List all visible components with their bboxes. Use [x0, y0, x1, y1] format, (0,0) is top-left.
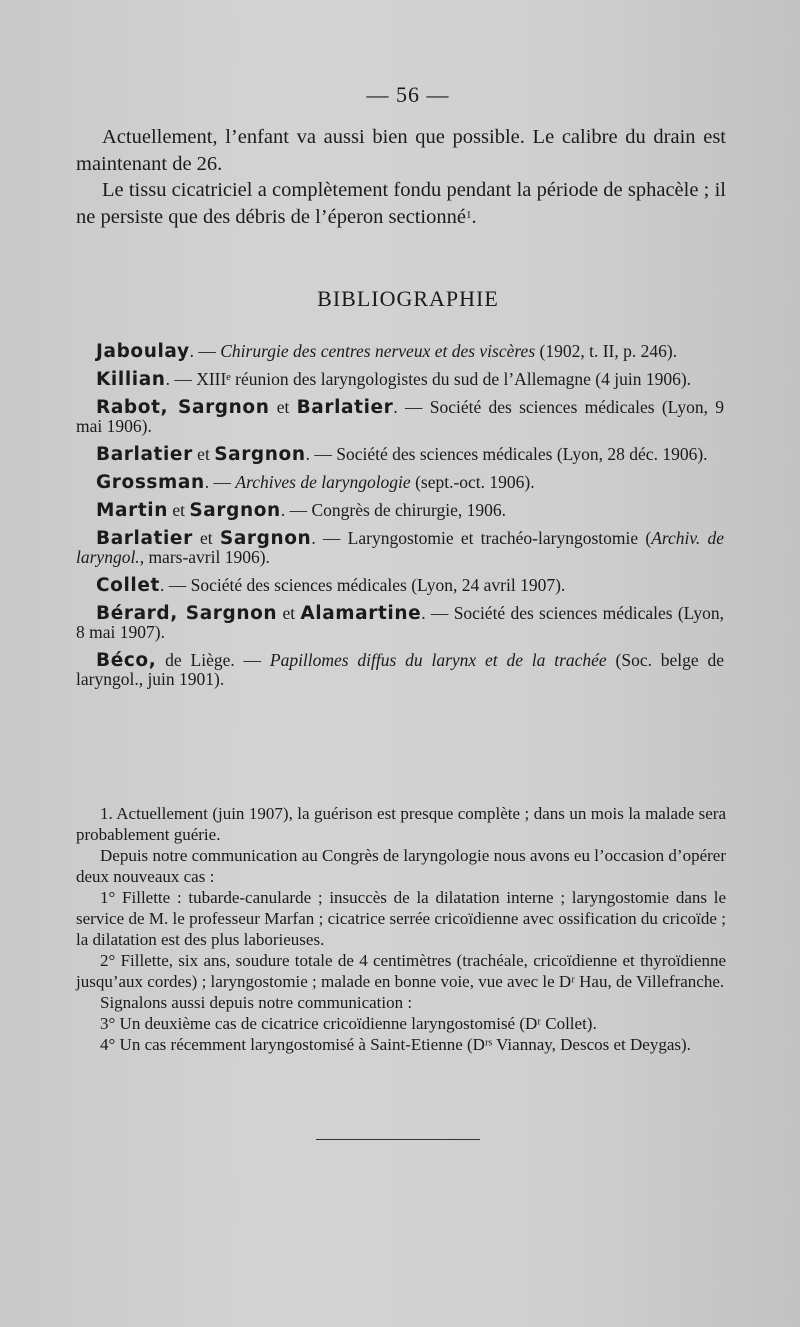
entry-dash: . —: [421, 603, 454, 623]
bibliography-entry: [76, 342, 724, 361]
bibliography-entry: [76, 445, 724, 464]
entry-details: XIIIᵉ réunion des laryngologistes du sud de l’Allemagne (4 juin 1906).: [196, 369, 692, 389]
entry-dash: . —: [393, 397, 430, 417]
entry-author: Martin: [96, 500, 168, 521]
entry-details: (sept.-oct. 1906).: [410, 472, 535, 492]
entry-details: Société des sciences médicales (Lyon, 24 avril 1907).: [190, 575, 566, 595]
entry-work: Chirurgie des centres nerveux et des viscères: [220, 341, 536, 361]
end-rule: [316, 1139, 480, 1140]
entry-dash: . —: [311, 528, 348, 548]
entry-work: Archives de laryngologie: [235, 472, 411, 492]
entry-author: Béco,: [96, 650, 157, 671]
paragraph: [76, 177, 726, 230]
page-number: — 56 —: [366, 82, 450, 107]
entry-dash: . —: [189, 341, 221, 361]
entry-author: Grossman: [96, 472, 205, 493]
entry-conjunction: et: [167, 500, 190, 520]
entry-author: Collet: [96, 575, 160, 596]
entry-author: Killian: [96, 369, 166, 390]
bibliography-entry: [76, 398, 724, 436]
footnote-paragraph: Signalons aussi depuis notre communication :: [100, 993, 413, 1012]
entry-author: Rabot, Sargnon: [96, 397, 270, 418]
entry-dash: . —: [165, 369, 197, 389]
bibliography-entry: [76, 529, 724, 567]
entry-author: Alamartine: [300, 603, 422, 624]
footnote-marker: 1: [465, 208, 472, 221]
footnote-paragraph: 1. Actuellement (juin 1907), la guérison est presque complète ; dans un mois la malade sera probablement guérie.: [76, 804, 726, 844]
entry-author: Barlatier: [96, 528, 193, 549]
entry-author: Sargnon: [189, 500, 281, 521]
bibliography-entry: [76, 576, 724, 595]
paragraph-end: .: [471, 205, 477, 228]
body-text: [76, 124, 726, 230]
entry-conjunction: et: [269, 397, 297, 417]
entry-author: Bérard, Sargnon: [96, 603, 278, 624]
entry-conjunction: et: [192, 444, 215, 464]
bibliography-entry: [76, 473, 724, 492]
entry-dash: . —: [280, 500, 312, 520]
footnote-paragraph: 3° Un deuxième cas de cicatrice cricoïdienne laryngostomisé (Dʳ Collet).: [100, 1014, 597, 1033]
bibliography-entry: [76, 604, 724, 642]
entry-author: Sargnon: [219, 528, 312, 549]
entry-dash: . —: [204, 472, 236, 492]
footnote-paragraph: Depuis notre communication au Congrès de laryngologie nous avons eu l’occasion d’opérer deux nouveaux cas :: [76, 846, 726, 886]
paragraph-text: Le tissu cicatriciel a complètement fondu pendant la période de sphacèle ; il ne persiste que des débris de l’éperon sectionné: [76, 179, 726, 228]
entry-author: Jaboulay: [96, 341, 190, 362]
bibliography-entry: [76, 651, 724, 689]
entry-details: Société des sciences médicales (Lyon, 8 mai 1907).: [76, 603, 724, 642]
footnote-paragraph: 4° Un cas récemment laryngostomisé à Saint-Etienne (Dʳˢ Viannay, Descos et Deygas).: [100, 1035, 691, 1054]
entry-details-end: , mars-avril 1906).: [139, 547, 270, 567]
entry-details: Congrès de chirurgie, 1906.: [311, 500, 507, 520]
entry-details: (1902, t. II, p. 246).: [535, 341, 678, 361]
bibliography-entry: [76, 370, 724, 389]
bibliography-entry: [76, 501, 724, 520]
entry-affiliation: de Liège. —: [156, 650, 270, 670]
entry-author: Barlatier: [296, 397, 394, 418]
bibliography-list: [76, 342, 724, 698]
entry-details: (Soc. belge de laryngol., juin 1901).: [76, 650, 725, 689]
entry-dash: . —: [305, 444, 337, 464]
entry-conjunction: et: [277, 603, 301, 623]
section-title: BIBLIOGRAPHIE: [317, 286, 499, 311]
footnote-paragraph: 1° Fillette : tubarde-canularde ; insuccès de la dilatation interne ; laryngostomie dans le service de M. le professeur Marfan ; cicatrice serrée cricoïdienne avec ossification du cricoïde ; la dilatation est des plus laborieuses.: [76, 888, 726, 949]
entry-author: Barlatier: [96, 444, 193, 465]
footnotes: [76, 803, 726, 1055]
entry-dash: . —: [159, 575, 191, 595]
footnote-paragraph: 2° Fillette, six ans, soudure totale de 4 centimètres (trachéale, cricoïdienne et thyroïdienne jusqu’aux cordes) ; laryngostomie ; malade en bonne voie, vue avec le Dʳ Hau, de Villefranche.: [76, 951, 726, 991]
entry-work: Papillomes diffus du larynx et de la trachée: [269, 650, 607, 670]
entry-conjunction: et: [192, 528, 220, 548]
entry-work: Archiv. de laryngol.: [76, 528, 725, 567]
entry-details: Laryngostomie et trachéo-laryngostomie (: [347, 528, 652, 548]
entry-author: Sargnon: [214, 444, 306, 465]
entry-details: Société des sciences médicales (Lyon, 28 déc. 1906).: [336, 444, 708, 464]
entry-details: Société des sciences médicales (Lyon, 9 mai 1906).: [76, 397, 724, 436]
paragraph: Actuellement, l’enfant va aussi bien que possible. Le calibre du drain est maintenant de 26.: [76, 126, 726, 175]
